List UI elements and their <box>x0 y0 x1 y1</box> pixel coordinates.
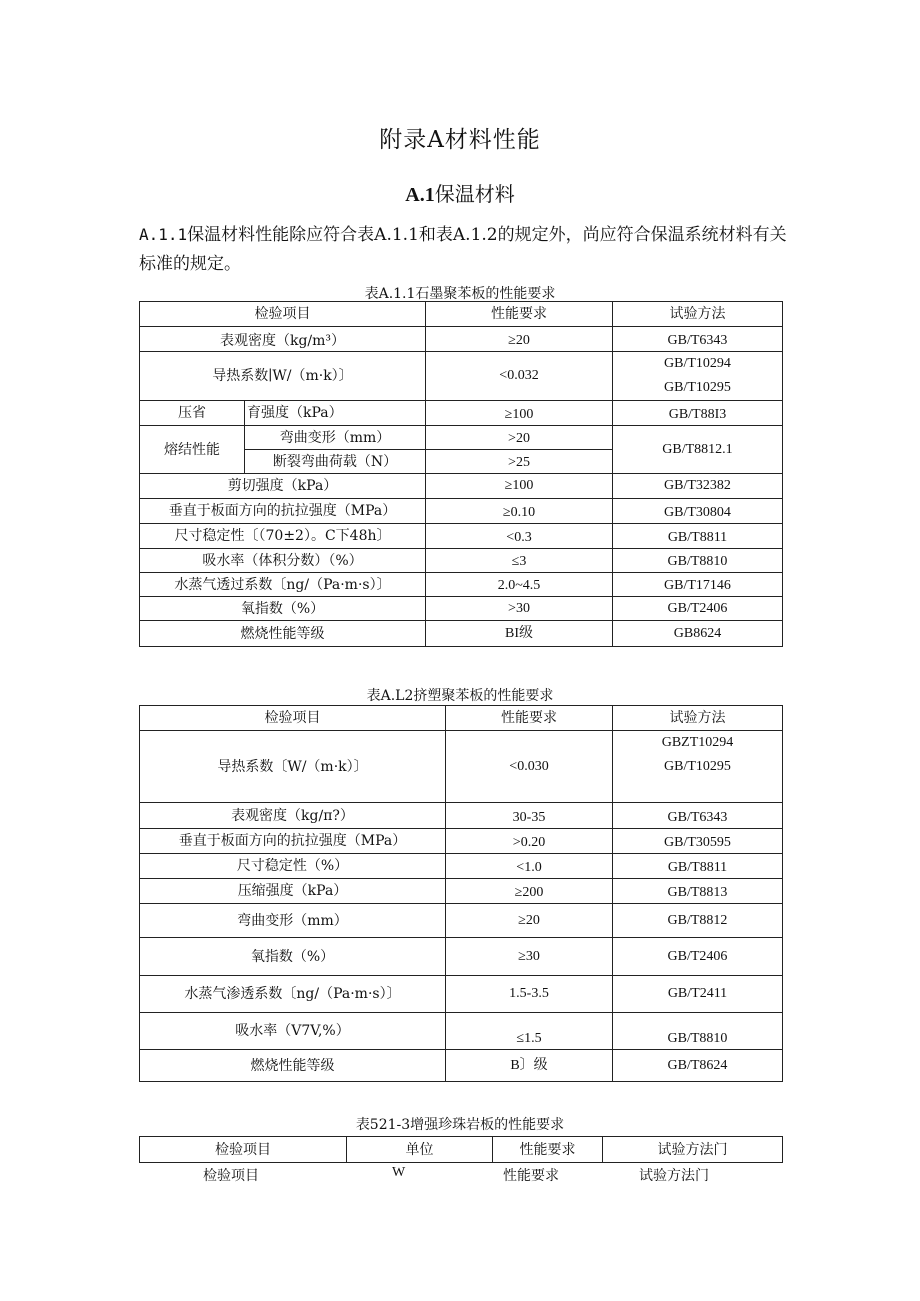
item-cell: 表观密度（kg∕m³） <box>140 327 426 352</box>
method-cell: GB/T88I3 <box>613 401 783 426</box>
method-cell: GB/T8812.1 <box>613 426 783 474</box>
table-row <box>140 976 783 1013</box>
requirement-cell: >20 <box>426 426 613 450</box>
table-row <box>140 499 783 524</box>
method-cell: GB/T2411 <box>613 976 783 1013</box>
method-cell <box>613 352 783 401</box>
requirement-cell: >30 <box>426 597 613 621</box>
requirement-cell: BI级 <box>426 621 613 647</box>
method-cell: GB/T17146 <box>613 573 783 597</box>
method-line: GBZT10294 <box>661 735 734 750</box>
table-row <box>140 1050 783 1082</box>
requirement-cell: B〕级 <box>446 1050 613 1082</box>
method-cell: GB/T32382 <box>613 474 783 499</box>
requirement-cell: <0.3 <box>426 524 613 549</box>
header-cell: 性能要求 <box>426 302 613 327</box>
requirement-cell: ≥200 <box>446 879 613 904</box>
method-cell: GB/T30595 <box>613 829 783 854</box>
requirement-cell: ≤3 <box>426 549 613 573</box>
item-cell: 燃烧性能等级 <box>140 621 426 647</box>
header-cell: 试验方法门 <box>603 1137 783 1163</box>
row-cell: W <box>392 1165 406 1180</box>
header-cell: 性能要求 <box>493 1137 603 1163</box>
method-cell: GB/T6343 <box>613 327 783 352</box>
header-cell: 试验方法 <box>613 302 783 327</box>
table-row <box>140 879 783 904</box>
table-row <box>140 426 783 450</box>
paragraph-text: 保温材料性能除应符合表A.1.1和表A.1.2的规定外，尚应符合保温系统材料有关标准的规定。 <box>139 225 787 274</box>
table3 <box>139 1136 783 1163</box>
table-row <box>140 854 783 879</box>
item-cell: 尺寸稳定性〔（70±2）。C下48h〕 <box>140 524 426 549</box>
method-cell: GB/T6343 <box>613 803 783 829</box>
method-cell: GB/T2406 <box>613 597 783 621</box>
method-cell: GB/T8810 <box>613 1013 783 1050</box>
paragraph-number: A.1.1 <box>139 225 188 244</box>
table3-caption: 表521-3增强珍珠岩板的性能要求 <box>355 1117 565 1133</box>
table-row <box>140 829 783 854</box>
row-cell: 试验方法门 <box>639 1168 709 1184</box>
requirement-cell: 30-35 <box>446 803 613 829</box>
item-cell: 水蒸气渗透系数〔ng/（Pa·m·s）〕 <box>140 976 446 1013</box>
method-cell: GB/T8811 <box>613 854 783 879</box>
requirement-cell: <1.0 <box>446 854 613 879</box>
item-cell: 氧指数（%） <box>140 597 426 621</box>
requirement-cell: ≥100 <box>426 474 613 499</box>
sub-item-cell: 育强度（kPa） <box>245 401 426 426</box>
header-cell: 试验方法 <box>613 706 783 731</box>
item-cell: 水蒸气透过系数〔ng/（Pa·m·s）〕 <box>140 573 426 597</box>
table-row <box>140 327 783 352</box>
requirement-cell: >25 <box>426 450 613 474</box>
item-cell: 表观密度（kg∕π?） <box>140 803 446 829</box>
requirement-cell: 2.0~4.5 <box>426 573 613 597</box>
requirement-cell: 1.5-3.5 <box>446 976 613 1013</box>
table-row <box>140 474 783 499</box>
requirement-cell: ≥30 <box>446 938 613 976</box>
table2-caption: 表A.L2挤塑聚苯板的性能要求 <box>366 688 554 704</box>
table-row <box>140 573 783 597</box>
requirement-cell: <0.030 <box>446 731 613 803</box>
requirement-cell: <0.032 <box>426 352 613 401</box>
table-row <box>140 549 783 573</box>
item-cell: 吸水率（V7V,%） <box>140 1013 446 1050</box>
header-cell: 性能要求 <box>446 706 613 731</box>
method-cell: GB/T30804 <box>613 499 783 524</box>
requirement-cell: >0.20 <box>446 829 613 854</box>
requirement-cell: ≥100 <box>426 401 613 426</box>
item-cell: 导热系数∣W/（m·k）〕 <box>140 352 426 401</box>
item-cell: 尺寸稳定性（%） <box>140 854 446 879</box>
method-cell: GB/T8811 <box>613 524 783 549</box>
method-cell: GB/T8624 <box>613 1050 783 1082</box>
method-cell <box>613 731 783 803</box>
requirement-cell: ≤1.5 <box>446 1013 613 1050</box>
item-cell: 剪切强度（kPa） <box>140 474 426 499</box>
item-cell: 燃烧性能等级 <box>140 1050 446 1082</box>
method-line: GB/T10294 <box>664 356 731 371</box>
table-row <box>140 938 783 976</box>
item-cell: 吸水率（体积分数）（%） <box>140 549 426 573</box>
header-cell: 检验项目 <box>140 302 426 327</box>
table-row <box>140 803 783 829</box>
sub-item-cell: 断裂弯曲荷载（N） <box>245 450 426 474</box>
table1 <box>139 301 783 647</box>
item-cell: 弯曲变形（mm） <box>140 904 446 938</box>
section-heading <box>0 178 920 207</box>
item-cell: 导热系数〔W/（m·k）〕 <box>140 731 446 803</box>
page-title: 附录A材料性能 <box>379 127 541 153</box>
row-cell: 性能要求 <box>503 1168 559 1184</box>
requirement-cell: ≥20 <box>446 904 613 938</box>
table-header-row <box>140 706 783 731</box>
header-cell: 检验项目 <box>140 1137 347 1163</box>
table-row <box>140 1013 783 1050</box>
table-header-row <box>140 302 783 327</box>
table-row <box>140 524 783 549</box>
table-row <box>140 352 783 401</box>
item-cell: 氧指数（%） <box>140 938 446 976</box>
body-paragraph <box>139 220 789 279</box>
table-header-row <box>140 1137 783 1163</box>
method-cell: GB/T8812 <box>613 904 783 938</box>
group-cell: 熔结性能 <box>140 426 245 474</box>
table-row <box>140 904 783 938</box>
table1-caption: 表A.1.1石墨聚苯板的性能要求 <box>364 286 556 302</box>
requirement-cell: ≥0.10 <box>426 499 613 524</box>
method-line: GB/T10295 <box>664 380 731 395</box>
table-row <box>140 597 783 621</box>
method-cell: GB8624 <box>613 621 783 647</box>
method-cell: GB/T2406 <box>613 938 783 976</box>
sub-item-cell: 弯曲变形（mm） <box>245 426 426 450</box>
table-row <box>140 621 783 647</box>
item-cell: 垂直于板面方向的抗拉强度（MPa） <box>140 829 446 854</box>
table2 <box>139 705 783 1082</box>
section-number: A.1 <box>405 184 435 206</box>
header-cell: 检验项目 <box>140 706 446 731</box>
row-cell: 检验项目 <box>203 1168 259 1184</box>
header-cell: 单位 <box>347 1137 493 1163</box>
requirement-cell: ≥20 <box>426 327 613 352</box>
table-row <box>140 731 783 803</box>
method-line: GB/T10295 <box>664 759 731 774</box>
group-cell: 压省 <box>140 401 245 426</box>
method-cell: GB/T8813 <box>613 879 783 904</box>
section-title: 保温材料 <box>434 182 515 206</box>
item-cell: 压缩强度（kPa） <box>140 879 446 904</box>
table-row <box>140 401 783 426</box>
method-cell: GB/T8810 <box>613 549 783 573</box>
item-cell: 垂直于板面方向的抗拉强度（MPa） <box>140 499 426 524</box>
